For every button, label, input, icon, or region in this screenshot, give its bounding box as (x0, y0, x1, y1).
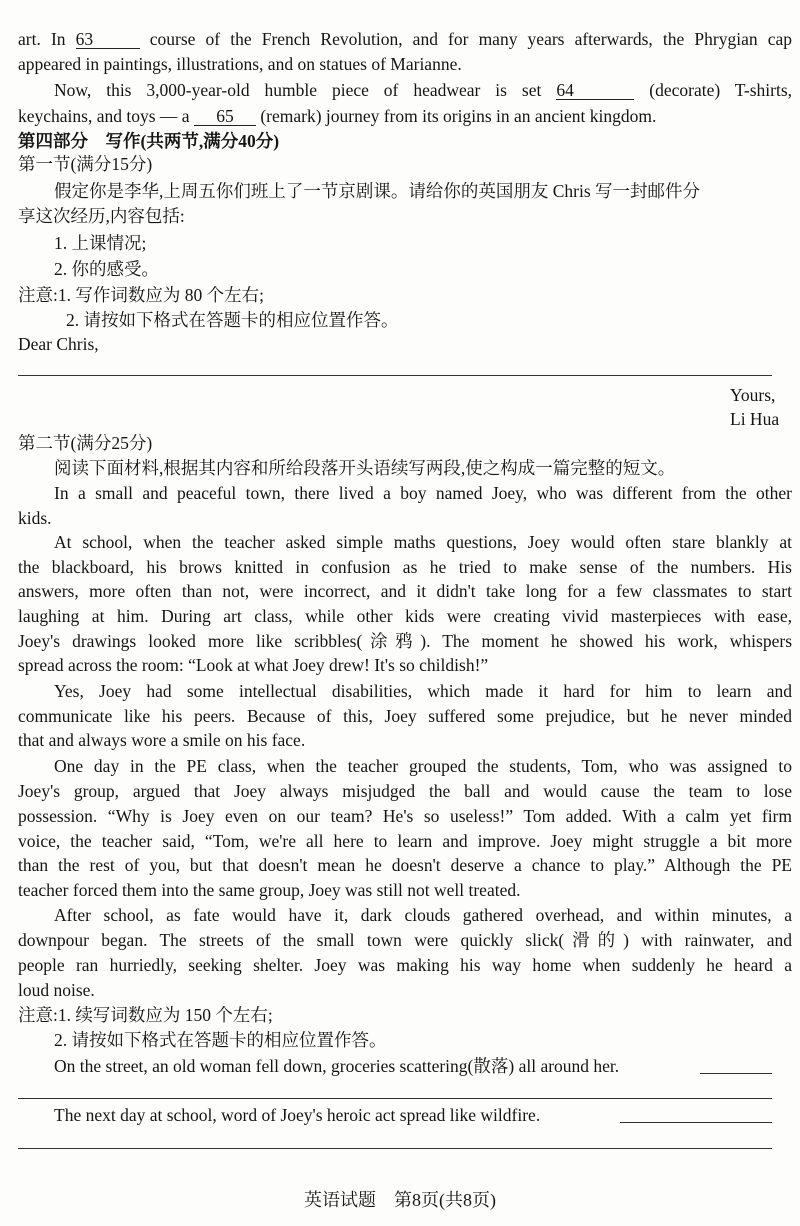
writing-line[interactable] (620, 1122, 772, 1123)
story-line: voice, the teacher said, “Tom, we're all here to learn and improve. Joey might struggle a bit more (18, 831, 792, 851)
story-line: teacher forced them into the same group, Joey was still not well treated. (18, 880, 521, 900)
story-line: possession. “Why is Joey even on our team? He's so useless!” Tom added. With a calm yet firm (18, 806, 792, 826)
story-line: that and always wore a smile on his face. (18, 730, 306, 750)
story-line: laughing at him. During art class, while other kids were creating vivid masterpieces with ease, (18, 606, 792, 626)
answer-blank-64[interactable]: 64 (556, 81, 634, 100)
page-footer: 英语试题 第8页(共8页) (304, 1190, 496, 1210)
letter-closing: Yours, (730, 385, 776, 405)
story-line: One day in the PE class, when the teacher grouped the students, Tom, who was assigned to (54, 756, 792, 776)
passage-line-3 (54, 79, 792, 101)
story-line: Joey's group, argued that Joey always misjudged the ball and would cause the team to lose (18, 781, 792, 801)
story-line: Joey's drawings looked more like scribbles(涂鸦). The moment he showed his work, whispers (18, 631, 792, 651)
passage-text: art. In (18, 29, 66, 49)
passage-text: course of the French Revolution, and for many years afterwards, the Phrygian cap (149, 29, 792, 49)
answer-blank-63[interactable]: 63 (76, 30, 140, 49)
passage-line-1 (18, 28, 792, 50)
story-line: kids. (18, 508, 52, 528)
section2-instruction: 阅读下面材料,根据其内容和所给段落开头语续写两段,使之构成一篇完整的短文。 (54, 458, 676, 478)
story-line: answers, more often than not, were incorrect, and it didn't take long for a few classmates to start (18, 581, 792, 601)
section1-item-2: 2. 你的感受。 (54, 259, 159, 279)
passage-line-4 (18, 105, 656, 127)
part4-heading: 第四部分 写作(共两节,满分40分) (18, 131, 280, 151)
story-line: the blackboard, his brows knitted in confusion as he tried to make sense of the numbers. His (18, 557, 792, 577)
writing-line[interactable] (700, 1073, 772, 1074)
writing-line[interactable] (18, 1098, 772, 1099)
answer-blank-65[interactable]: 65 (194, 107, 256, 126)
section1-prompt-line-2: 享这次经历,内容包括: (18, 206, 185, 226)
passage-text: (remark) journey from its origins in an ancient kingdom. (260, 106, 657, 126)
section1-heading: 第一节(满分15分) (18, 154, 153, 174)
story-line: people ran hurriedly, seeking shelter. Joey was making his way home when suddenly he heard a (18, 955, 792, 975)
writing-line[interactable] (18, 375, 772, 376)
story-line: At school, when the teacher asked simple maths questions, Joey would often stare blankly at (54, 532, 792, 552)
continuation-opener-2: The next day at school, word of Joey's heroic act spread like wildfire. (54, 1105, 541, 1125)
section1-item-1: 1. 上课情况; (54, 233, 147, 253)
story-line: Yes, Joey had some intellectual disabilities, which made it hard for him to learn and (54, 681, 792, 701)
writing-line[interactable] (18, 1148, 772, 1149)
passage-text: Now, this 3,000-year-old humble piece of headwear is set (54, 80, 542, 100)
section2-note-2: 2. 请按如下格式在答题卡的相应位置作答。 (54, 1030, 387, 1050)
passage-text: (decorate) T-shirts, (649, 80, 793, 100)
letter-signature: Li Hua (730, 409, 780, 429)
story-line: communicate like his peers. Because of this, Joey suffered some prejudice, but he never minded (18, 706, 792, 726)
section2-heading: 第二节(满分25分) (18, 433, 153, 453)
continuation-opener-1: On the street, an old woman fell down, groceries scattering(散落) all around her. (54, 1056, 620, 1076)
section1-prompt-line-1: 假定你是李华,上周五你们班上了一节京剧课。请给你的英国朋友 Chris 写一封邮件分 (54, 181, 701, 201)
passage-text: keychains, and toys — a (18, 106, 190, 126)
section2-note-1: 注意:1. 续写词数应为 150 个左右; (18, 1005, 273, 1025)
story-line: loud noise. (18, 980, 95, 1000)
story-line: downpour began. The streets of the small town were quickly slick(滑的) with rainwater, and (18, 930, 792, 950)
story-line: In a small and peaceful town, there lived a boy named Joey, who was different from the other (54, 483, 792, 503)
story-line: After school, as fate would have it, dark clouds gathered overhead, and within minutes, a (54, 905, 792, 925)
passage-line-2: appeared in paintings, illustrations, and on statues of Marianne. (18, 54, 462, 74)
letter-greeting: Dear Chris, (18, 334, 99, 354)
story-line: than the rest of you, but that doesn't mean he doesn't deserve a chance to play.” Although the PE (18, 855, 792, 875)
story-line: spread across the room: “Look at what Joey drew! It's so childish!” (18, 655, 489, 675)
section1-note-2: 2. 请按如下格式在答题卡的相应位置作答。 (66, 310, 399, 330)
section1-note-1: 注意:1. 写作词数应为 80 个左右; (18, 285, 264, 305)
